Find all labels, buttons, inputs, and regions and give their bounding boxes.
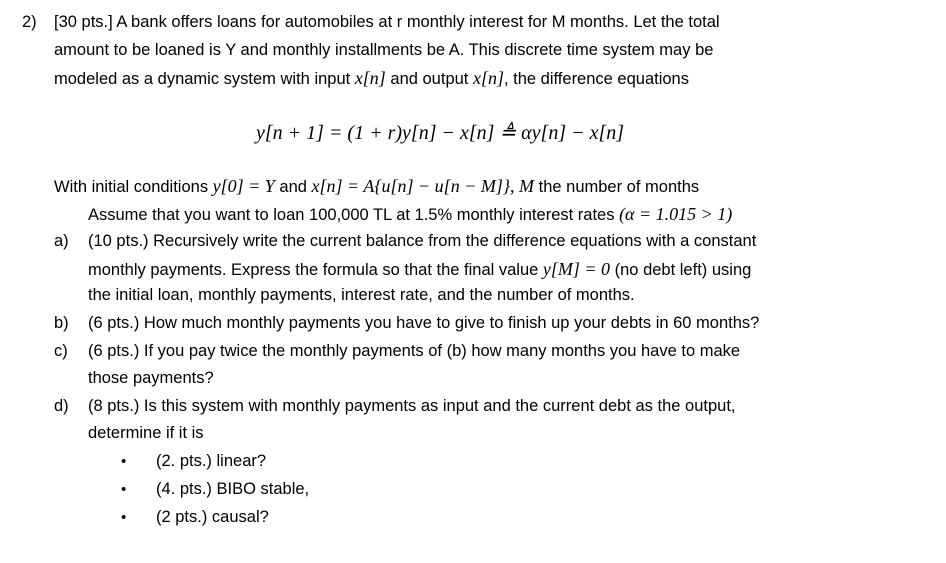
problem-number: 2) [22,13,37,31]
bullet-item-bibo-stable: (4. pts.) BIBO stable, [156,480,310,498]
difference-equation: y[n + 1] = (1 + r)y[n] − x[n] ≜ αy[n] − x[n] [256,122,625,144]
bullet-icon: • [121,509,127,526]
initial-conditions: With initial conditions y[0] = Y and x[n] = A{u[n] − u[n − M]}, M the number of months [54,176,700,196]
output-symbol: x[n] [472,68,504,88]
part-b-line-1: (6 pts.) How much monthly payments you have to give to finish up your debts in 60 months? [88,314,760,332]
assumption-line: Assume that you want to loan 100,000 TL at 1.5% monthly interest rates (α = 1.015 > 1) [88,204,733,224]
bullet-item-linear: (2. pts.) linear? [156,452,267,470]
part-c-line-1: (6 pts.) If you pay twice the monthly payments of (b) how many months you have to make [88,342,741,360]
part-a-label: a) [54,232,69,250]
part-a-line-3: the initial loan, monthly payments, interest rate, and the number of months. [88,286,635,304]
part-d-line-1: (8 pts.) Is this system with monthly payments as input and the current debt as the output, [88,397,736,415]
part-b-label: b) [54,314,69,332]
part-d-line-2: determine if it is [88,424,204,442]
part-a-line-2: monthly payments. Express the formula so that the final value y[M] = 0 (no debt left) using [88,259,752,279]
part-a-line-1: (10 pts.) Recursively write the current balance from the difference equations with a constant [88,232,757,250]
bullet-item-causal: (2 pts.) causal? [156,508,269,526]
part-c-label: c) [54,342,68,360]
problem-line-3: modeled as a dynamic system with input x[n] and output x[n], the difference equations [54,68,689,88]
part-d-label: d) [54,397,69,415]
bullet-icon: • [121,481,127,498]
input-symbol: x[n] [354,68,386,88]
problem-line-2: amount to be loaned is Y and monthly installments be A. This discrete time system may be [54,41,714,59]
part-c-line-2: those payments? [88,369,214,387]
bullet-icon: • [121,453,127,470]
problem-line-1: [30 pts.] A bank offers loans for automobiles at r monthly interest for M months. Let the total [54,13,720,31]
